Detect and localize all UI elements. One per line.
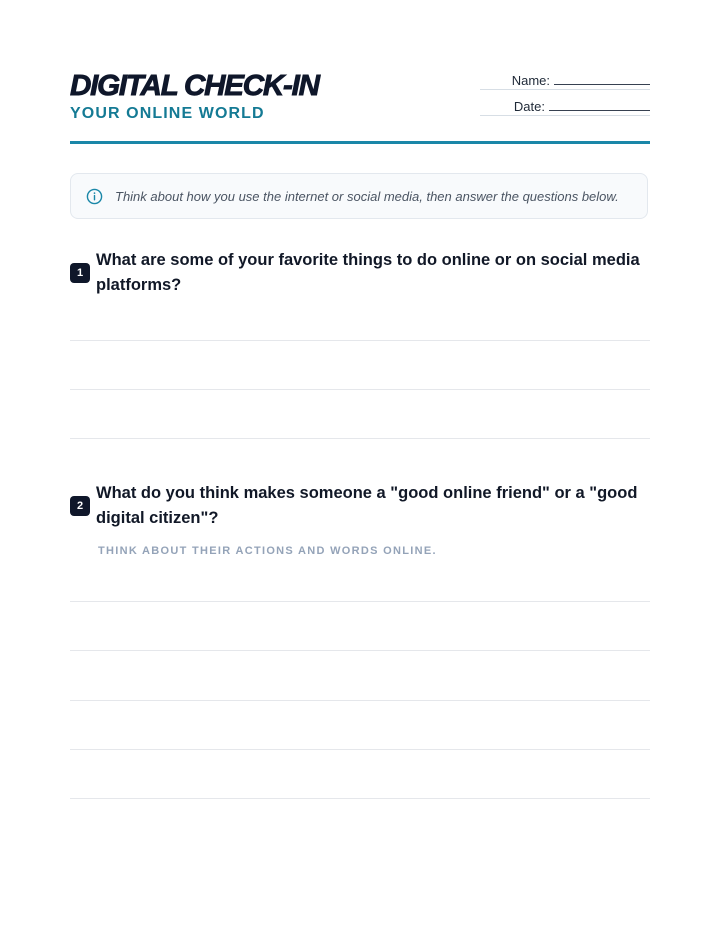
header-divider bbox=[70, 141, 650, 144]
worksheet-page bbox=[70, 0, 650, 932]
question-text: What do you think makes someone a "good online friend" or a "good digital citizen"? bbox=[96, 484, 638, 527]
answer-line[interactable] bbox=[70, 749, 650, 750]
date-field[interactable] bbox=[549, 98, 650, 111]
answer-line[interactable] bbox=[70, 601, 650, 602]
question-number-badge: 2 bbox=[70, 496, 90, 516]
date-label: Date: bbox=[513, 99, 545, 114]
answer-line[interactable] bbox=[70, 650, 650, 651]
date-row bbox=[480, 96, 650, 116]
question-hint: THINK ABOUT THEIR ACTIONS AND WORDS ONLINE. bbox=[98, 545, 437, 557]
question-number-badge: 1 bbox=[70, 263, 90, 283]
info-icon bbox=[86, 188, 103, 205]
answer-line[interactable] bbox=[70, 438, 650, 439]
name-row bbox=[480, 70, 650, 90]
instruction-text: Think about how you use the internet or social media, then answer the questions below. bbox=[115, 188, 619, 204]
student-info bbox=[480, 70, 650, 122]
name-field[interactable] bbox=[554, 72, 650, 85]
answer-line[interactable] bbox=[70, 700, 650, 701]
answer-line[interactable] bbox=[70, 340, 650, 341]
answer-line[interactable] bbox=[70, 798, 650, 799]
instruction-box bbox=[70, 173, 648, 219]
name-label: Name: bbox=[511, 73, 550, 88]
page-subtitle: YOUR ONLINE WORLD bbox=[70, 105, 265, 122]
page-title: DIGITAL CHECK-IN bbox=[70, 70, 319, 102]
question-text: What are some of your favorite things to do online or on social media platforms? bbox=[96, 251, 640, 294]
answer-line[interactable] bbox=[70, 389, 650, 390]
